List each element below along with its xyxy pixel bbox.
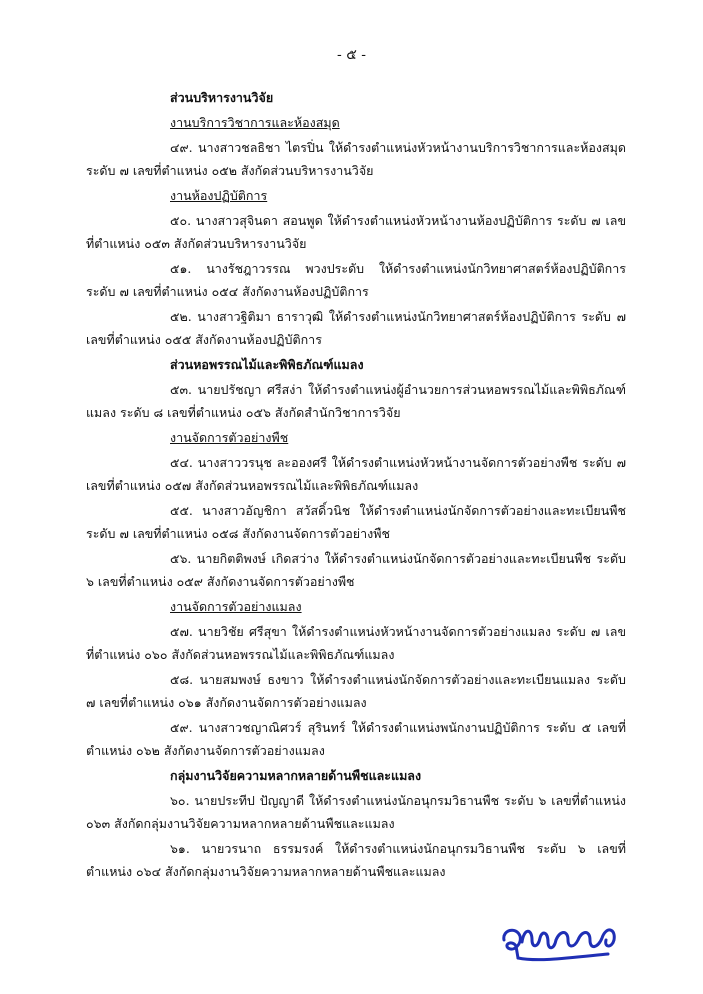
subsection-heading: งานจัดการตัวอย่างพืช xyxy=(170,430,289,445)
document-body xyxy=(86,86,626,885)
appointment-item: ๕๑. นางรัชฎาวรรณ พวงประดับ ให้ดำรงตำแหน่งนักวิทยาศาสตร์ห้องปฏิบัติการ ระดับ ๗ เลขที่ตำแหน่ง ๐๕๔ สังกัดงานห้องปฏิบัติการ xyxy=(86,261,626,299)
page-number: - ๕ - xyxy=(337,47,366,63)
appointment-item: ๕๙. นางสาวชญาณิศวร์ สุรินทร์ ให้ดำรงตำแหน่งพนักงานปฏิบัติการ ระดับ ๕ เลขที่ตำแหน่ง ๐๖๒ สังกัดงานจัดการตัวอย่างแมลง xyxy=(86,720,626,758)
section-heading: กลุ่มงานวิจัยความหลากหลายด้านพืชและแมลง xyxy=(170,768,422,783)
appointment-item: ๕๗. นายวิชัย ศรีสุขา ให้ดำรงตำแหน่งหัวหน้างานจัดการตัวอย่างแมลง ระดับ ๗ เลขที่ตำแหน่ง ๐๖๐ สังกัดส่วนหอพรรณไม้และพิพิธภัณฑ์แมลง xyxy=(86,624,626,662)
subsection-heading: งานจัดการตัวอย่างแมลง xyxy=(170,599,302,614)
appointment-item: ๕๕. นางสาวอัญชิกา สวัสดิ์วนิช ให้ดำรงตำแหน่งนักจัดการตัวอย่างและทะเบียนพืช ระดับ ๗ เลขที่ตำแหน่ง ๐๕๘ สังกัดงานจัดการตัวอย่างพืช xyxy=(86,503,626,541)
appointment-item: ๕๔. นางสาววรนุช ละอองศรี ให้ดำรงตำแหน่งหัวหน้างานจัดการตัวอย่างพืช ระดับ ๗ เลขที่ตำแหน่ง ๐๕๗ สังกัดส่วนหอพรรณไม้และพิพิธภัณฑ์แมลง xyxy=(86,455,626,493)
appointment-item: ๖๐. นายประทีป ปัญญาดี ให้ดำรงตำแหน่งนักอนุกรมวิธานพืช ระดับ ๖ เลขที่ตำแหน่ง ๐๖๓ สังกัดกลุ่มงานวิจัยความหลากหลายด้านพืชและแมลง xyxy=(86,793,626,831)
appointment-item: ๖๑. นายวรนาถ ธรรมรงค์ ให้ดำรงตำแหน่งนักอนุกรมวิธานพืช ระดับ ๖ เลขที่ตำแหน่ง ๐๖๔ สังกัดกลุ่มงานวิจัยความหลากหลายด้านพืชและแมลง xyxy=(86,841,626,879)
appointment-item: ๕๐. นางสาวสุจินดา สอนพูด ให้ดำรงตำแหน่งหัวหน้างานห้องปฏิบัติการ ระดับ ๗ เลขที่ตำแหน่ง ๐๕๓ สังกัดส่วนบริหารงานวิจัย xyxy=(86,213,626,251)
appointment-item: ๕๘. นายสมพงษ์ ธงขาว ให้ดำรงตำแหน่งนักจัดการตัวอย่างและทะเบียนแมลง ระดับ ๗ เลขที่ตำแหน่ง ๐๖๑ สังกัดงานจัดการตัวอย่างแมลง xyxy=(86,672,626,710)
appointment-item: ๕๒. นางสาวฐิติมา ธาราวุฒิ ให้ดำรงตำแหน่งนักวิทยาศาสตร์ห้องปฏิบัติการ ระดับ ๗ เลขที่ตำแหน่ง ๐๕๕ สังกัดงานห้องปฏิบัติการ xyxy=(86,309,626,347)
appointment-item: ๕๓. นายปรัชญา ศรีสง่า ให้ดำรงตำแหน่งผู้อำนวยการส่วนหอพรรณไม้และพิพิธภัณฑ์แมลง ระดับ ๘ เลขที่ตำแหน่ง ๐๕๖ สังกัดสำนักวิชาการวิจัย xyxy=(86,382,626,420)
appointment-item: ๕๖. นายกิตติพงษ์ เกิดสว่าง ให้ดำรงตำแหน่งนักจัดการตัวอย่างและทะเบียนพืช ระดับ ๖ เลขที่ตำแหน่ง ๐๕๙ สังกัดงานจัดการตัวอย่างพืช xyxy=(86,551,626,589)
handwritten-signature xyxy=(498,918,628,968)
subsection-heading: งานบริการวิชาการและห้องสมุด xyxy=(170,115,340,130)
appointment-item: ๔๙. นางสาวชลธิชา ไตรปิ่น ให้ดำรงตำแหน่งหัวหน้างานบริการวิชาการและห้องสมุด ระดับ ๗ เลขที่ตำแหน่ง ๐๕๒ สังกัดส่วนบริหารงานวิจัย xyxy=(86,140,626,178)
section-heading: ส่วนบริหารงานวิจัย xyxy=(170,90,274,105)
subsection-heading: งานห้องปฏิบัติการ xyxy=(170,188,268,203)
section-heading: ส่วนหอพรรณไม้และพิพิธภัณฑ์แมลง xyxy=(170,357,364,372)
